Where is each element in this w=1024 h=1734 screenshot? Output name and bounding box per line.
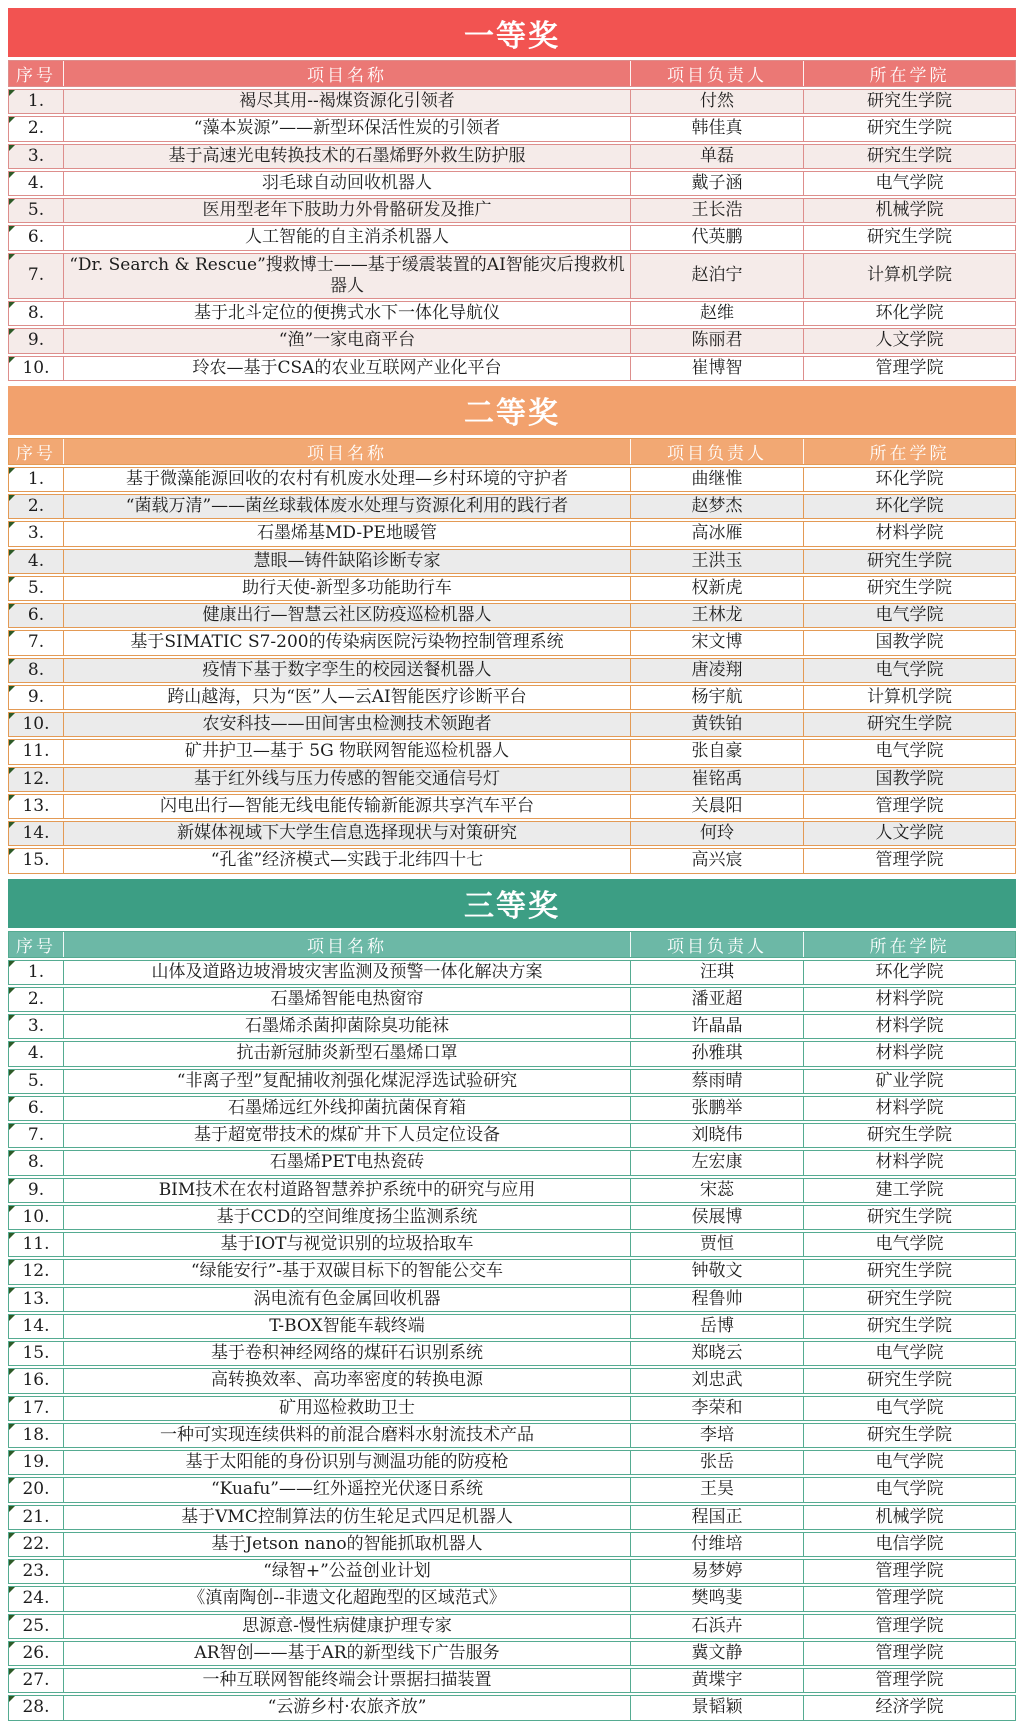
cell-leader: 左宏康 xyxy=(631,1151,804,1174)
cell-leader: 刘晓伟 xyxy=(631,1124,804,1147)
cell-leader: 李荣和 xyxy=(631,1397,804,1420)
table-row xyxy=(8,1178,1016,1203)
col-header-leader: 项目负责人 xyxy=(631,932,804,957)
cell-project-name: 羽毛球自动回收机器人 xyxy=(64,172,631,195)
table-row xyxy=(8,356,1016,381)
cell-index: 6. xyxy=(9,604,64,627)
table-row xyxy=(8,521,1016,546)
cell-project-name: 一种互联网智能终端会计票据扫描装置 xyxy=(64,1669,631,1692)
col-header-index: 序号 xyxy=(9,439,64,464)
cell-leader: 李培 xyxy=(631,1424,804,1447)
cell-leader: 刘忠武 xyxy=(631,1369,804,1392)
cell-leader: 宋文博 xyxy=(631,631,804,654)
table-row xyxy=(8,630,1016,655)
cell-leader: 代英鹏 xyxy=(631,226,804,249)
cell-project-name: 矿井护卫—基于 5G 物联网智能巡检机器人 xyxy=(64,740,631,763)
cell-leader: 岳博 xyxy=(631,1315,804,1338)
cell-leader: 张鹏举 xyxy=(631,1097,804,1120)
cell-college: 电气学院 xyxy=(875,1397,944,1418)
table-row xyxy=(8,712,1016,737)
cell-leader: 付然 xyxy=(631,90,804,113)
cell-college: 环化学院 xyxy=(875,303,944,323)
cell-college: 研究生学院 xyxy=(867,1424,952,1445)
cell-leader: 王洪玉 xyxy=(631,550,804,573)
cell-college: 管理学院 xyxy=(875,357,944,378)
table-row xyxy=(8,685,1016,710)
cell-project-name: 慧眼—铸件缺陷诊断专家 xyxy=(64,550,631,573)
table-row xyxy=(8,1559,1016,1584)
table-row xyxy=(8,1614,1016,1639)
col-header-project-name: 项目名称 xyxy=(64,932,631,957)
cell-leader: 王林龙 xyxy=(631,604,804,627)
cell-project-name: 基于SIMATIC S7-200的传染病医院污染物控制管理系统 xyxy=(64,631,631,654)
cell-college: 材料学院 xyxy=(875,1043,944,1064)
cell-college: 建工学院 xyxy=(875,1179,944,1200)
cell-college: 管理学院 xyxy=(875,1561,944,1581)
table-body xyxy=(8,467,1016,874)
cell-project-name: 涡电流有色金属回收机器 xyxy=(64,1288,631,1311)
cell-leader: 石浜卉 xyxy=(631,1615,804,1638)
cell-index: 28. xyxy=(9,1696,64,1719)
table-row xyxy=(8,739,1016,764)
cell-college: 研究生学院 xyxy=(867,1288,952,1309)
cell-leader: 单磊 xyxy=(631,145,804,168)
cell-project-name: 石墨烯杀菌抑菌除臭功能袜 xyxy=(64,1015,631,1038)
col-header-project-name: 项目名称 xyxy=(64,439,631,464)
col-header-index: 序号 xyxy=(9,932,64,957)
cell-college: 研究生学院 xyxy=(867,550,952,571)
table-row xyxy=(8,794,1016,819)
cell-index: 10. xyxy=(9,713,64,736)
table-row xyxy=(8,1205,1016,1230)
cell-leader: 赵梦杰 xyxy=(631,495,804,518)
col-header-index: 序号 xyxy=(9,61,64,86)
cell-college: 材料学院 xyxy=(875,1152,944,1173)
cell-index: 7. xyxy=(9,631,64,654)
table-row xyxy=(8,1423,1016,1448)
table-row xyxy=(8,576,1016,601)
cell-college: 电信学院 xyxy=(875,1533,944,1554)
table-row xyxy=(8,1014,1016,1039)
cell-project-name: 石墨烯PET电热瓷砖 xyxy=(64,1151,631,1174)
table-row xyxy=(8,1287,1016,1312)
cell-project-name: 人工智能的自主消杀机器人 xyxy=(64,226,631,249)
table-row xyxy=(8,116,1016,141)
cell-index: 5. xyxy=(9,199,64,222)
cell-project-name: 石墨烯基MD-PE地暖管 xyxy=(64,522,631,545)
cell-project-name: 基于红外线与压力传感的智能交通信号灯 xyxy=(64,768,631,791)
cell-project-name: 基于卷积神经网络的煤矸石识别系统 xyxy=(64,1342,631,1365)
cell-index: 14. xyxy=(9,1315,64,1338)
cell-index: 5. xyxy=(9,1070,64,1093)
cell-college: 电气学院 xyxy=(875,172,944,193)
cell-project-name: 《滇南陶创--非遗文化超跑型的区域范式》 xyxy=(64,1587,631,1610)
cell-college: 管理学院 xyxy=(875,1642,944,1663)
cell-index: 9. xyxy=(9,686,64,709)
col-header-college: 所在学院 xyxy=(869,936,950,957)
cell-college: 国教学院 xyxy=(875,632,944,653)
cell-college: 国教学院 xyxy=(875,768,944,789)
cell-project-name: 闪电出行—智能无线电能传输新能源共享汽车平台 xyxy=(64,795,631,818)
cell-leader: 黄堞宇 xyxy=(631,1669,804,1692)
cell-project-name: 基于微藻能源回收的农村有机废水处理—乡村环境的守护者 xyxy=(64,468,631,491)
cell-college: 材料学院 xyxy=(875,1016,944,1036)
cell-project-name: 跨山越海，只为“医”人—云AI智能医疗诊断平台 xyxy=(64,686,631,709)
cell-leader: 郑晓云 xyxy=(631,1342,804,1365)
cell-leader: 权新虎 xyxy=(631,577,804,600)
table-row xyxy=(8,1396,1016,1421)
cell-college: 电气学院 xyxy=(875,1479,944,1500)
prize-section-third xyxy=(8,879,1016,1721)
cell-index: 3. xyxy=(9,522,64,545)
cell-index: 4. xyxy=(9,1042,64,1065)
table-row xyxy=(8,1069,1016,1094)
cell-project-name: “菌载万清”——菌丝球载体废水处理与资源化利用的践行者 xyxy=(64,495,631,518)
cell-index: 2. xyxy=(9,495,64,518)
table-row xyxy=(8,89,1016,114)
cell-leader: 何玲 xyxy=(631,822,804,845)
cell-project-name: 基于超宽带技术的煤矿井下人员定位设备 xyxy=(64,1124,631,1147)
cell-index: 23. xyxy=(9,1560,64,1583)
table-row xyxy=(8,549,1016,574)
cell-college: 管理学院 xyxy=(875,1670,944,1690)
cell-college: 计算机学院 xyxy=(867,686,952,707)
cell-leader: 曲继惟 xyxy=(631,468,804,491)
cell-project-name: T-BOX智能车载终端 xyxy=(64,1315,631,1338)
cell-index: 11. xyxy=(9,1233,64,1256)
table-row xyxy=(8,848,1016,873)
cell-project-name: 健康出行—智慧云社区防疫巡检机器人 xyxy=(64,604,631,627)
cell-project-name: 新媒体视域下大学生信息选择现状与对策研究 xyxy=(64,822,631,845)
cell-leader: 程国正 xyxy=(631,1506,804,1529)
cell-leader: 许晶晶 xyxy=(631,1015,804,1038)
col-header-leader: 项目负责人 xyxy=(631,61,804,86)
cell-index: 15. xyxy=(9,849,64,872)
cell-index: 1. xyxy=(9,90,64,113)
cell-project-name: “渔”一家电商平台 xyxy=(64,329,631,352)
cell-index: 3. xyxy=(9,1015,64,1038)
table-row xyxy=(8,658,1016,683)
cell-project-name: 医用型老年下肢助力外骨骼研发及推广 xyxy=(64,199,631,222)
cell-leader: 赵维 xyxy=(631,302,804,325)
cell-college: 管理学院 xyxy=(875,850,944,871)
cell-index: 8. xyxy=(9,659,64,682)
table-body xyxy=(8,960,1016,1721)
cell-project-name: “藻本炭源”——新型环保活性炭的引领者 xyxy=(64,117,631,140)
cell-index: 18. xyxy=(9,1424,64,1447)
cell-index: 10. xyxy=(9,1206,64,1229)
cell-leader: 蔡雨晴 xyxy=(631,1070,804,1093)
table-row xyxy=(8,1041,1016,1066)
cell-leader: 孙雅琪 xyxy=(631,1042,804,1065)
cell-project-name: 基于VMC控制算法的仿生轮足式四足机器人 xyxy=(64,1506,631,1529)
table-row xyxy=(8,328,1016,353)
cell-college: 研究生学院 xyxy=(867,1206,952,1227)
cell-college: 研究生学院 xyxy=(867,227,952,248)
cell-college: 机械学院 xyxy=(875,200,944,220)
cell-leader: 关晨阳 xyxy=(631,795,804,818)
cell-project-name: 基于北斗定位的便携式水下一体化导航仪 xyxy=(64,302,631,325)
table-header-row xyxy=(8,931,1016,958)
cell-college: 研究生学院 xyxy=(867,91,952,111)
cell-index: 4. xyxy=(9,172,64,195)
cell-leader: 戴子涵 xyxy=(631,172,804,195)
table-row xyxy=(8,1368,1016,1393)
cell-leader: 潘亚超 xyxy=(631,988,804,1011)
table-row xyxy=(8,1150,1016,1175)
cell-index: 20. xyxy=(9,1478,64,1501)
prize-section-second xyxy=(8,386,1016,874)
cell-project-name: 基于CCD的空间维度扬尘监测系统 xyxy=(64,1206,631,1229)
cell-leader: 杨宇航 xyxy=(631,686,804,709)
cell-project-name: 基于IOT与视觉识别的垃圾拾取车 xyxy=(64,1233,631,1256)
cell-index: 6. xyxy=(9,1097,64,1120)
cell-college: 机械学院 xyxy=(875,1506,944,1527)
col-header-college: 所在学院 xyxy=(869,66,950,86)
cell-college: 矿业学院 xyxy=(875,1070,944,1091)
col-header-project-name: 项目名称 xyxy=(64,61,631,86)
table-row xyxy=(8,253,1016,300)
cell-index: 8. xyxy=(9,302,64,325)
table-row xyxy=(8,494,1016,519)
table-row xyxy=(8,1123,1016,1148)
cell-college: 电气学院 xyxy=(875,605,944,625)
cell-index: 10. xyxy=(9,357,64,380)
cell-project-name: 疫情下基于数字孪生的校园送餐机器人 xyxy=(64,659,631,682)
cell-leader: 付维培 xyxy=(631,1533,804,1556)
cell-project-name: 高转换效率、高功率密度的转换电源 xyxy=(64,1369,631,1392)
cell-index: 9. xyxy=(9,329,64,352)
cell-leader: 景韬颖 xyxy=(631,1696,804,1719)
cell-leader: 冀文静 xyxy=(631,1642,804,1665)
cell-leader: 张自豪 xyxy=(631,740,804,763)
cell-project-name: 褐尽其用--褐煤资源化引领者 xyxy=(64,90,631,113)
cell-college: 电气学院 xyxy=(875,1343,944,1363)
cell-index: 22. xyxy=(9,1533,64,1556)
cell-index: 2. xyxy=(9,117,64,140)
cell-leader: 王昊 xyxy=(631,1478,804,1501)
cell-leader: 高兴宸 xyxy=(631,849,804,872)
cell-index: 21. xyxy=(9,1506,64,1529)
cell-leader: 易梦婷 xyxy=(631,1560,804,1583)
table-row xyxy=(8,1695,1016,1720)
cell-leader: 钟敬文 xyxy=(631,1260,804,1283)
cell-leader: 程鲁帅 xyxy=(631,1288,804,1311)
cell-project-name: “Dr. Search & Rescue”搜救博士——基于缓震装置的AI智能灾后搜救机器人 xyxy=(64,254,631,299)
cell-leader: 宋蕊 xyxy=(631,1179,804,1202)
cell-leader: 汪琪 xyxy=(631,961,804,984)
cell-index: 12. xyxy=(9,1260,64,1283)
table-row xyxy=(8,1096,1016,1121)
table-body xyxy=(8,89,1016,381)
table-row xyxy=(8,171,1016,196)
cell-index: 27. xyxy=(9,1669,64,1692)
cell-index: 3. xyxy=(9,145,64,168)
cell-index: 5. xyxy=(9,577,64,600)
cell-index: 2. xyxy=(9,988,64,1011)
cell-leader: 王长浩 xyxy=(631,199,804,222)
cell-project-name: 基于Jetson nano的智能抓取机器人 xyxy=(64,1533,631,1556)
cell-index: 1. xyxy=(9,961,64,984)
cell-index: 4. xyxy=(9,550,64,573)
table-row xyxy=(8,1341,1016,1366)
section-title: 一等奖 xyxy=(8,8,1016,57)
cell-leader: 韩佳真 xyxy=(631,117,804,140)
cell-college: 研究生学院 xyxy=(867,1315,952,1336)
cell-leader: 崔博智 xyxy=(631,357,804,380)
cell-college: 环化学院 xyxy=(875,961,944,982)
cell-project-name: 基于高速光电转换技术的石墨烯野外救生防护服 xyxy=(64,145,631,168)
cell-college: 研究生学院 xyxy=(867,577,952,598)
cell-college: 经济学院 xyxy=(875,1697,944,1718)
table-row xyxy=(8,1477,1016,1502)
cell-project-name: 山体及道路边坡滑坡灾害监测及预警一体化解决方案 xyxy=(64,961,631,984)
cell-college: 研究生学院 xyxy=(867,1125,952,1145)
table-row xyxy=(8,960,1016,985)
table-row xyxy=(8,1586,1016,1611)
table-row xyxy=(8,603,1016,628)
section-title: 三等奖 xyxy=(8,879,1016,928)
cell-college: 电气学院 xyxy=(875,741,944,762)
table-row xyxy=(8,1232,1016,1257)
table-row xyxy=(8,198,1016,223)
section-title: 二等奖 xyxy=(8,386,1016,435)
cell-index: 11. xyxy=(9,740,64,763)
table-row xyxy=(8,1314,1016,1339)
cell-college: 管理学院 xyxy=(875,795,944,816)
cell-index: 12. xyxy=(9,768,64,791)
table-row xyxy=(8,767,1016,792)
cell-index: 6. xyxy=(9,226,64,249)
cell-project-name: “云游乡村·农旅齐放” xyxy=(64,1696,631,1719)
cell-project-name: “孔雀”经济模式—实践于北纬四十七 xyxy=(64,849,631,872)
cell-index: 14. xyxy=(9,822,64,845)
cell-college: 管理学院 xyxy=(875,1615,944,1636)
cell-index: 7. xyxy=(9,254,64,299)
table-header-row xyxy=(8,60,1016,87)
cell-leader: 黄铁铂 xyxy=(631,713,804,736)
cell-leader: 崔铭禹 xyxy=(631,768,804,791)
cell-college: 人文学院 xyxy=(875,330,944,351)
cell-leader: 侯展博 xyxy=(631,1206,804,1229)
cell-college: 电气学院 xyxy=(875,659,944,680)
cell-leader: 贾恒 xyxy=(631,1233,804,1256)
cell-college: 环化学院 xyxy=(875,496,944,516)
cell-project-name: “非离子型”复配捕收剂强化煤泥浮选试验研究 xyxy=(64,1070,631,1093)
cell-leader: 陈丽君 xyxy=(631,329,804,352)
cell-college: 研究生学院 xyxy=(867,145,952,166)
cell-college: 研究生学院 xyxy=(867,1370,952,1391)
cell-college: 材料学院 xyxy=(875,988,944,1009)
cell-leader: 高冰雁 xyxy=(631,522,804,545)
table-row xyxy=(8,987,1016,1012)
cell-project-name: 石墨烯远红外线抑菌抗菌保育箱 xyxy=(64,1097,631,1120)
cell-index: 8. xyxy=(9,1151,64,1174)
cell-project-name: BIM技术在农村道路智慧养护系统中的研究与应用 xyxy=(64,1179,631,1202)
cell-index: 13. xyxy=(9,795,64,818)
cell-project-name: “绿能安行”-基于双碳目标下的智能公交车 xyxy=(64,1260,631,1283)
prize-section-first xyxy=(8,8,1016,381)
col-header-college: 所在学院 xyxy=(869,443,950,464)
table-row xyxy=(8,1450,1016,1475)
cell-project-name: “Kuafu”——红外遥控光伏逐日系统 xyxy=(64,1478,631,1501)
cell-index: 1. xyxy=(9,468,64,491)
cell-project-name: 基于太阳能的身份识别与测温功能的防疫枪 xyxy=(64,1451,631,1474)
cell-index: 26. xyxy=(9,1642,64,1665)
cell-index: 15. xyxy=(9,1342,64,1365)
cell-leader: 樊鸣斐 xyxy=(631,1587,804,1610)
cell-index: 16. xyxy=(9,1369,64,1392)
cell-leader: 赵泊宁 xyxy=(631,254,804,299)
cell-project-name: 助行天使-新型多功能助行车 xyxy=(64,577,631,600)
cell-college: 电气学院 xyxy=(875,1234,944,1254)
cell-college: 研究生学院 xyxy=(867,1261,952,1282)
cell-project-name: 矿用巡检救助卫士 xyxy=(64,1397,631,1420)
table-row xyxy=(8,225,1016,250)
cell-college: 人文学院 xyxy=(875,823,944,843)
cell-index: 17. xyxy=(9,1397,64,1420)
cell-college: 研究生学院 xyxy=(867,118,952,139)
cell-index: 9. xyxy=(9,1179,64,1202)
cell-project-name: 石墨烯智能电热窗帘 xyxy=(64,988,631,1011)
cell-project-name: 农安科技——田间害虫检测技术领跑者 xyxy=(64,713,631,736)
cell-project-name: 玲农—基于CSA的农业互联网产业化平台 xyxy=(64,357,631,380)
table-row xyxy=(8,1505,1016,1530)
table-row xyxy=(8,1668,1016,1693)
cell-index: 24. xyxy=(9,1587,64,1610)
cell-leader: 张岳 xyxy=(631,1451,804,1474)
cell-project-name: 思源意-慢性病健康护理专家 xyxy=(64,1615,631,1638)
cell-college: 材料学院 xyxy=(875,1097,944,1118)
cell-index: 19. xyxy=(9,1451,64,1474)
table-row xyxy=(8,821,1016,846)
cell-project-name: 一种可实现连续供料的前混合磨料水射流技术产品 xyxy=(64,1424,631,1447)
table-row xyxy=(8,467,1016,492)
cell-college: 材料学院 xyxy=(875,523,944,544)
cell-project-name: 抗击新冠肺炎新型石墨烯口罩 xyxy=(64,1042,631,1065)
cell-college: 管理学院 xyxy=(875,1588,944,1609)
cell-project-name: “绿智+”公益创业计划 xyxy=(64,1560,631,1583)
table-row xyxy=(8,1641,1016,1666)
col-header-leader: 项目负责人 xyxy=(631,439,804,464)
cell-college: 环化学院 xyxy=(875,468,944,489)
cell-index: 25. xyxy=(9,1615,64,1638)
table-row xyxy=(8,1259,1016,1284)
table-row xyxy=(8,144,1016,169)
cell-college: 计算机学院 xyxy=(867,265,952,286)
table-header-row xyxy=(8,438,1016,465)
cell-project-name: AR智创——基于AR的新型线下广告服务 xyxy=(64,1642,631,1665)
cell-leader: 唐凌翔 xyxy=(631,659,804,682)
cell-index: 13. xyxy=(9,1288,64,1311)
table-row xyxy=(8,1532,1016,1557)
cell-college: 电气学院 xyxy=(875,1452,944,1472)
cell-index: 7. xyxy=(9,1124,64,1147)
cell-college: 研究生学院 xyxy=(867,714,952,734)
table-row xyxy=(8,301,1016,326)
